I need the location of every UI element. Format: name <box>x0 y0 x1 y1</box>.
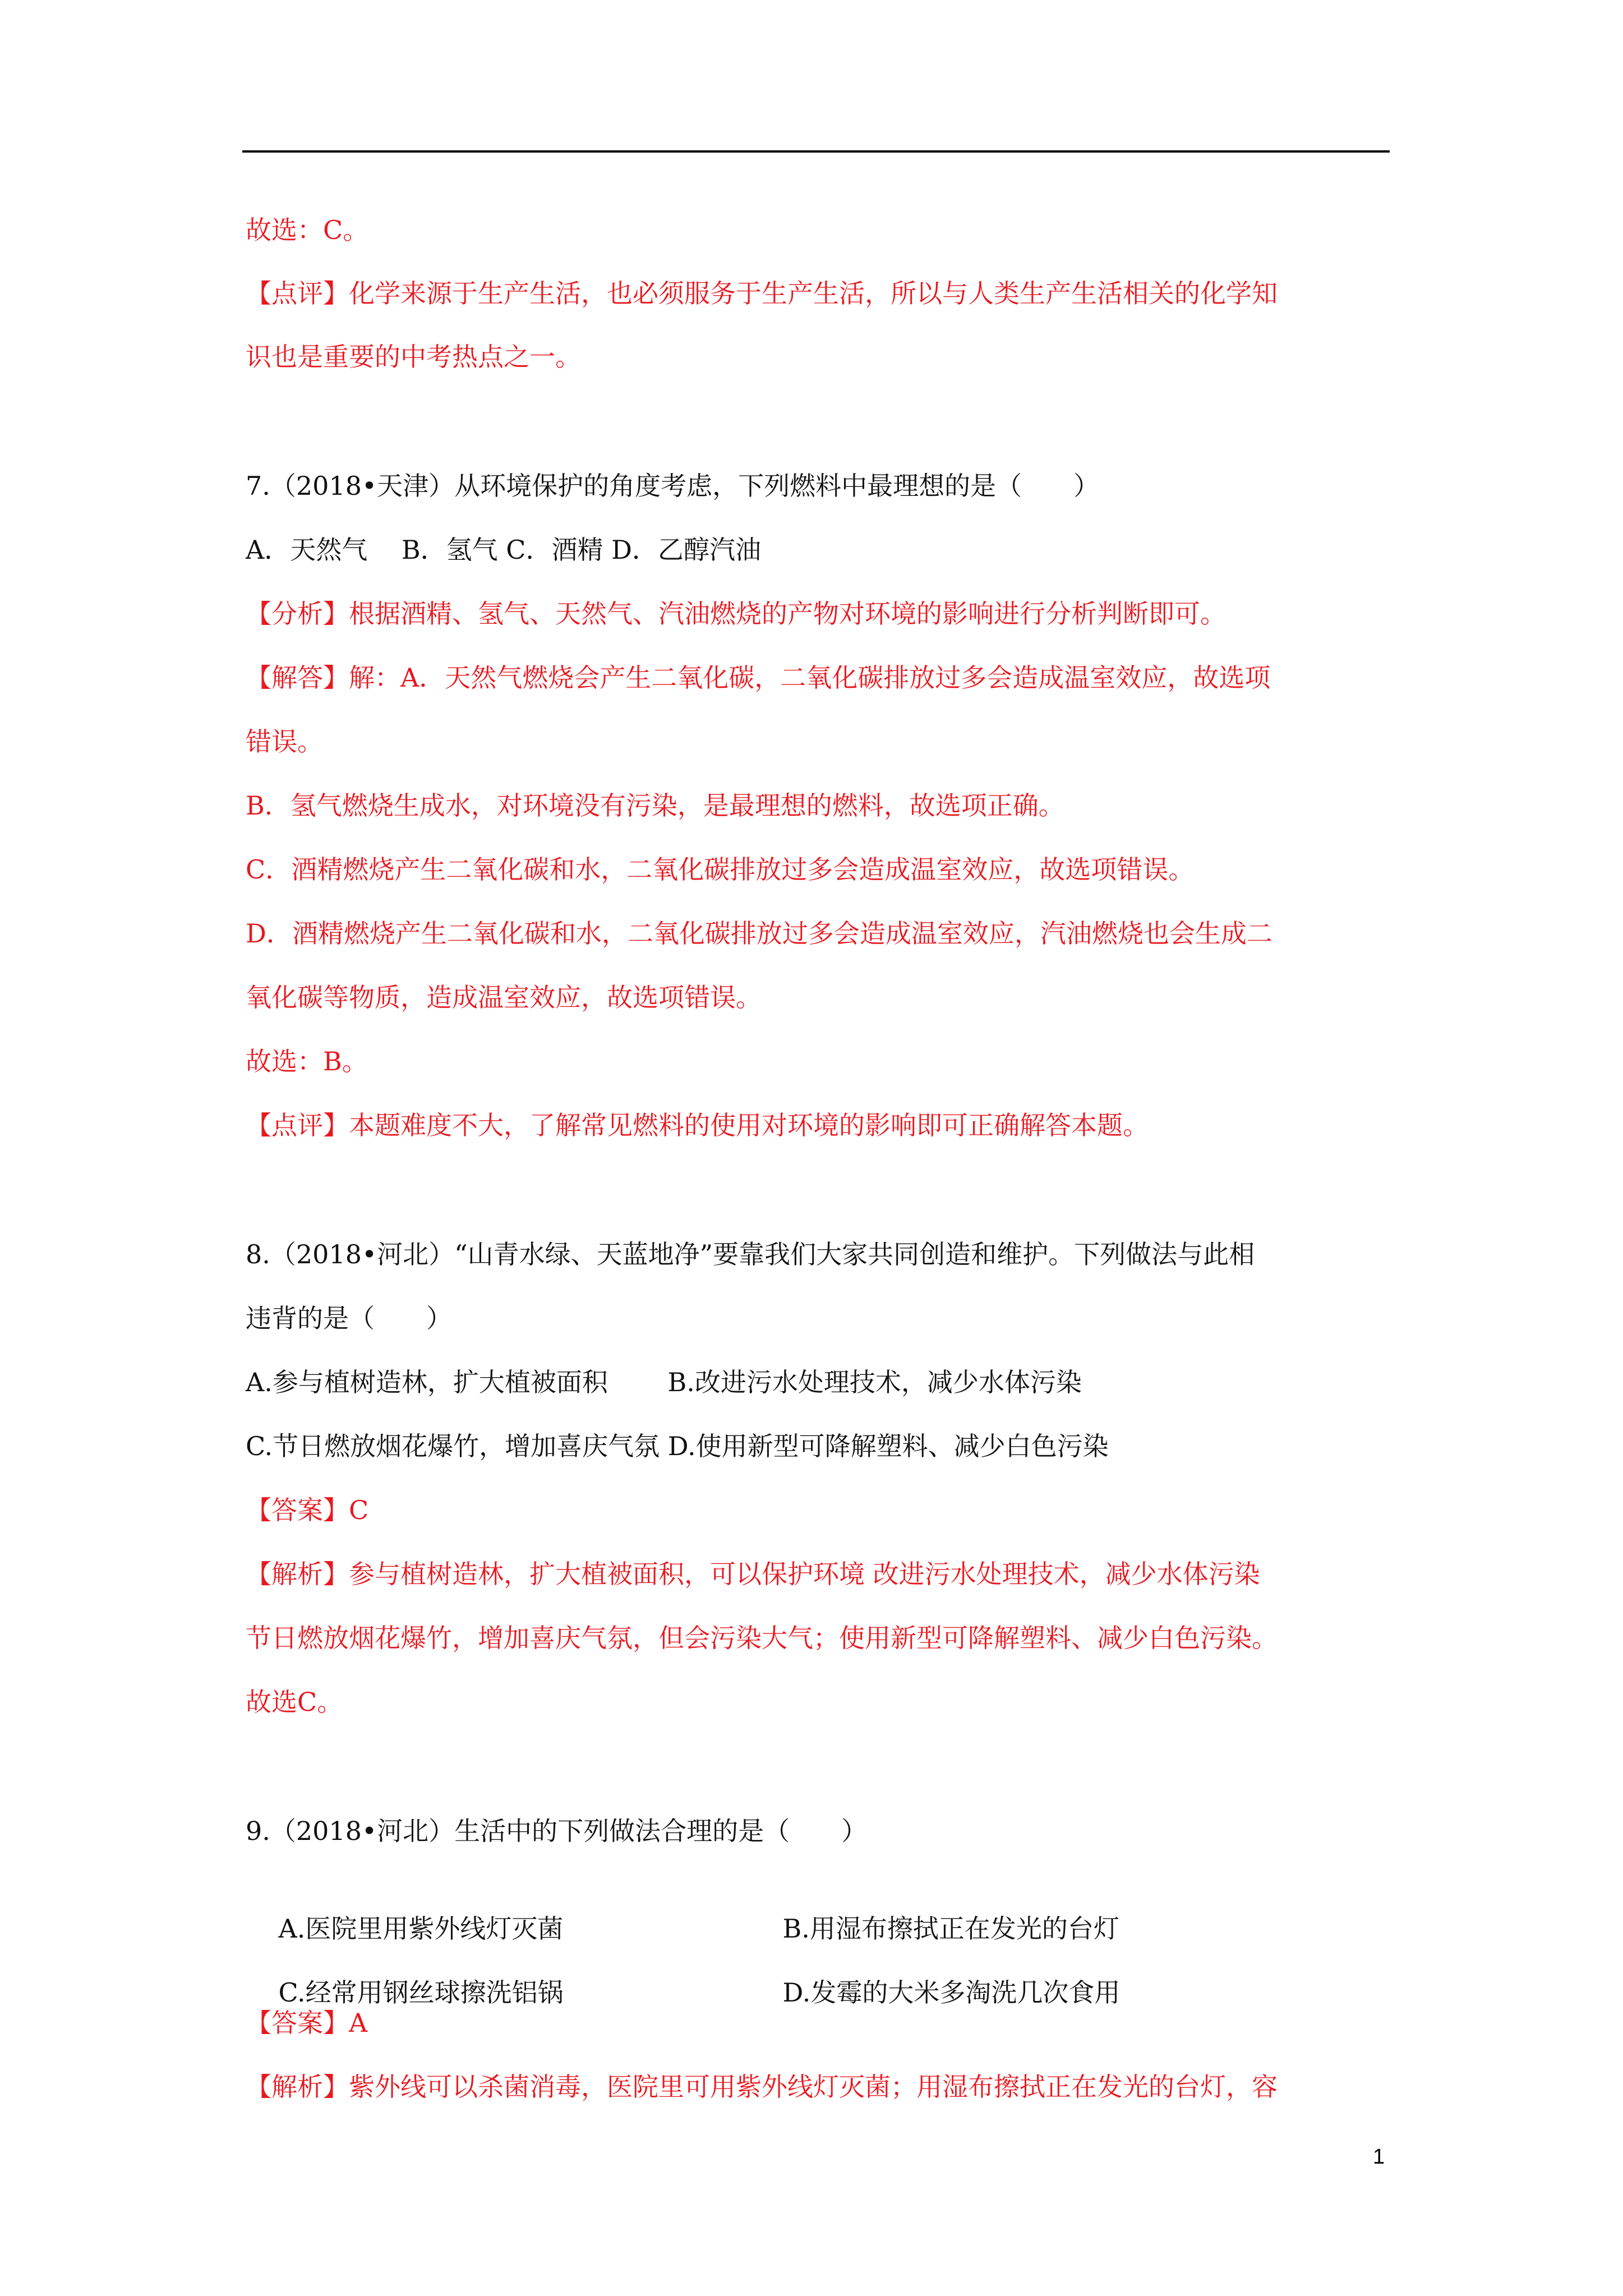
answer-line: 【答案】A <box>246 2008 368 2038</box>
option-c: C.经常用钢丝球擦洗铝锅 <box>278 1977 564 2008</box>
text-line: 【解析】紫外线可以杀菌消毒，医院里可用紫外线灯灭菌；用湿布擦拭正在发光的台灯，容 <box>246 2072 1278 2102</box>
text-line: 节日燃放烟花爆竹，增加喜庆气氛，但会污染大气；使用新型可降解塑料、减少白色污染。 <box>246 1623 1278 1653</box>
text-line: D．酒精燃烧产生二氧化碳和水，二氧化碳排放过多会造成温室效应，汽油燃烧也会生成二 <box>246 918 1272 949</box>
option-d: D.发霉的大米多淘洗几次食用 <box>782 1977 1121 2008</box>
question-9-stem: 9.（2018•河北）生活中的下列做法合理的是（ ） <box>246 1816 868 1846</box>
text-line: 【点评】本题难度不大，了解常见燃料的使用对环境的影响即可正确解答本题。 <box>246 1110 1149 1140</box>
text-line: 故选：C。 <box>246 215 369 245</box>
text-line: 【分析】根据酒精、氢气、天然气、汽油燃烧的产物对环境的影响进行分析判断即可。 <box>246 599 1226 629</box>
question-8-stem-cont: 违背的是（ ） <box>246 1303 452 1333</box>
question-8-options-cd: C.节日燃放烟花爆竹，增加喜庆气氛 D.使用新型可降解塑料、减少白色污染 <box>246 1431 1109 1461</box>
text-line: 识也是重要的中考热点之一。 <box>246 342 581 372</box>
text-line: C．酒精燃烧产生二氧化碳和水，二氧化碳排放过多会造成温室效应，故选项错误。 <box>246 854 1195 885</box>
question-7-stem: 7.（2018•天津）从环境保护的角度考虑，下列燃料中最理想的是（ ） <box>246 471 1100 501</box>
question-8-options-ab: A.参与植树造林，扩大植被面积 B.改进污水处理技术，减少水体污染 <box>246 1367 1082 1397</box>
text-line: B．氢气燃烧生成水，对环境没有污染，是最理想的燃料，故选项正确。 <box>246 790 1064 821</box>
question-7-options: A．天然气 B．氢气 C．酒精 D．乙醇汽油 <box>246 535 761 565</box>
header-rule <box>242 150 1390 153</box>
text-line: 【解答】解：A．天然气燃烧会产生二氧化碳，二氧化碳排放过多会造成温室效应，故选项 <box>246 662 1271 693</box>
text-line: 错误。 <box>246 726 323 757</box>
text-line: 故选C。 <box>246 1687 343 1717</box>
question-8-stem: 8.（2018•河北）“山青水绿、天蓝地净”要靠我们大家共同创造和维护。下列做法与此相 <box>246 1239 1255 1269</box>
option-a: A.医院里用紫外线灯灭菌 <box>278 1913 564 1944</box>
option-b: B.用湿布擦拭正在发光的台灯 <box>782 1913 1119 1944</box>
text-line: 【解析】参与植树造林，扩大植被面积，可以保护环境 改进污水处理技术，减少水体污染 <box>246 1559 1260 1589</box>
text-line: 故选：B。 <box>246 1046 368 1076</box>
question-9-option-row <box>750 1942 1120 2043</box>
answer-line: 【答案】C <box>246 1495 369 1525</box>
text-line: 氧化碳等物质，造成温室效应，故选项错误。 <box>246 982 762 1013</box>
text-line: 【点评】化学来源于生产生活，也必须服务于生产生活，所以与人类生产生活相关的化学知 <box>246 278 1278 309</box>
page-number: 1 <box>1373 2145 1385 2169</box>
